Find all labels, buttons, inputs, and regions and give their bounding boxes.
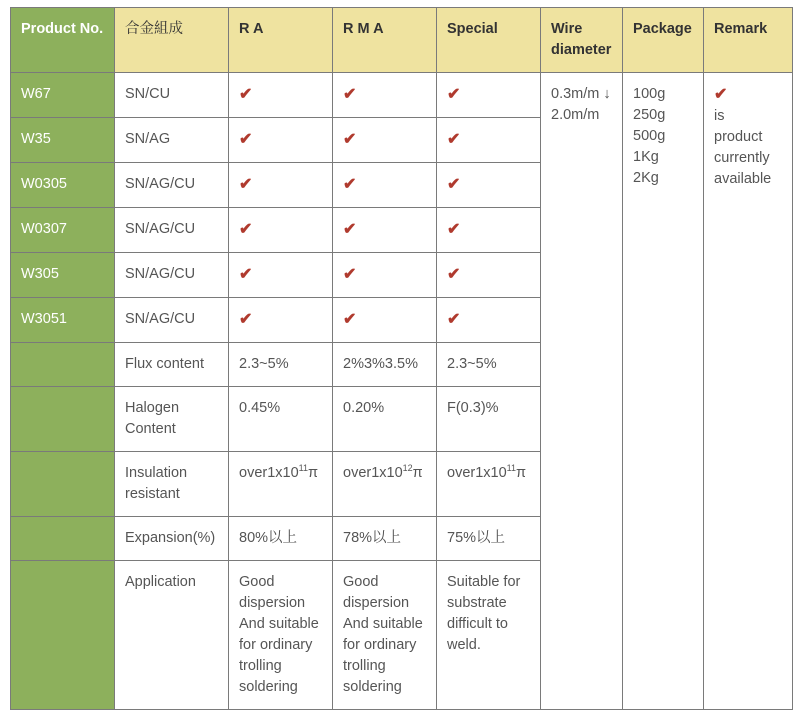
remark-line: product [714, 129, 763, 145]
ra-value: Good dispersion And suitable for ordinary trolling soldering [229, 561, 333, 710]
empty-product-cell [11, 343, 115, 387]
alloy-cell: SN/AG/CU [115, 298, 229, 343]
remark-line: available [714, 171, 772, 187]
remark-line: is [714, 108, 725, 124]
check-icon: ✔ [239, 86, 253, 103]
empty-product-cell [11, 387, 115, 452]
ra-value: 2.3~5% [229, 343, 333, 387]
product-no-cell: W0305 [11, 163, 115, 208]
rma-value: 0.20% [333, 387, 437, 452]
package-line: 250g [633, 107, 666, 123]
check-icon: ✔ [343, 86, 357, 103]
check-icon: ✔ [447, 131, 461, 148]
alloy-cell: SN/AG [115, 118, 229, 163]
property-label: Halogen Content [115, 387, 229, 452]
insulation-base: over1x10 [239, 465, 299, 481]
product-no-cell: W305 [11, 253, 115, 298]
rma-check [333, 118, 437, 163]
ra-value: 80%以上 [229, 517, 333, 561]
special-value: Suitable for substrate difficult to weld. [437, 561, 541, 710]
empty-product-cell [11, 561, 115, 710]
insulation-unit: π [516, 465, 527, 481]
special-check [437, 118, 541, 163]
ra-check [229, 253, 333, 298]
check-icon: ✔ [239, 266, 253, 283]
header-special: Special [437, 8, 541, 73]
product-no-cell: W0307 [11, 208, 115, 253]
check-icon: ✔ [343, 311, 357, 328]
alloy-cell: SN/AG/CU [115, 163, 229, 208]
wire-diameter-line: 2.0m/m [551, 107, 600, 123]
ra-check [229, 298, 333, 343]
insulation-base: over1x10 [447, 465, 507, 481]
remark-line: currently [714, 150, 770, 166]
check-icon: ✔ [239, 176, 253, 193]
check-icon: ✔ [447, 176, 461, 193]
header-product-no: Product No. [11, 8, 115, 73]
alloy-cell: SN/AG/CU [115, 208, 229, 253]
check-icon: ✔ [239, 131, 253, 148]
header-ra: R A [229, 8, 333, 73]
wire-diameter-cell [541, 73, 623, 710]
special-check [437, 73, 541, 118]
check-icon: ✔ [714, 86, 728, 103]
ra-check [229, 163, 333, 208]
special-check [437, 298, 541, 343]
header-row [11, 8, 793, 73]
table-row [11, 73, 793, 118]
insulation-exponent: 11 [298, 463, 308, 474]
special-check [437, 253, 541, 298]
header-remark: Remark [704, 8, 793, 73]
wire-diameter-line: 0.3m/m ↓ [551, 86, 611, 102]
rma-check [333, 298, 437, 343]
package-cell [623, 73, 704, 710]
check-icon: ✔ [343, 221, 357, 238]
check-icon: ✔ [343, 131, 357, 148]
ra-check [229, 73, 333, 118]
ra-check [229, 118, 333, 163]
rma-value: 78%以上 [333, 517, 437, 561]
check-icon: ✔ [239, 221, 253, 238]
rma-check [333, 253, 437, 298]
special-value: 75%以上 [437, 517, 541, 561]
special-check [437, 163, 541, 208]
property-label: Application [115, 561, 229, 710]
alloy-cell: SN/CU [115, 73, 229, 118]
property-label: Insulation resistant [115, 452, 229, 517]
package-line: 1Kg [633, 149, 659, 165]
special-value: 2.3~5% [437, 343, 541, 387]
special-value: F(0.3)% [437, 387, 541, 452]
rma-check [333, 208, 437, 253]
ra-value: 0.45% [229, 387, 333, 452]
ra-check [229, 208, 333, 253]
special-value [437, 452, 541, 517]
package-line: 500g [633, 128, 666, 144]
rma-value: Good dispersion And suitable for ordinary trolling soldering [333, 561, 437, 710]
header-alloy: 合金組成 [115, 8, 229, 73]
rma-value [333, 452, 437, 517]
check-icon: ✔ [447, 311, 461, 328]
check-icon: ✔ [447, 221, 461, 238]
rma-check [333, 163, 437, 208]
header-wire-diameter: Wire diameter [541, 8, 623, 73]
product-spec-table [10, 7, 793, 710]
product-no-cell: W35 [11, 118, 115, 163]
check-icon: ✔ [343, 176, 357, 193]
package-line: 100g [633, 86, 666, 102]
empty-product-cell [11, 517, 115, 561]
rma-check [333, 73, 437, 118]
property-label: Expansion(%) [115, 517, 229, 561]
insulation-unit: π [412, 465, 423, 481]
rma-value: 2%3%3.5% [333, 343, 437, 387]
product-no-cell: W3051 [11, 298, 115, 343]
remark-cell [704, 73, 793, 710]
check-icon: ✔ [447, 86, 461, 103]
property-label: Flux content [115, 343, 229, 387]
insulation-exponent: 12 [402, 463, 413, 474]
ra-value [229, 452, 333, 517]
check-icon: ✔ [447, 266, 461, 283]
check-icon: ✔ [239, 311, 253, 328]
insulation-base: over1x10 [343, 465, 403, 481]
alloy-cell: SN/AG/CU [115, 253, 229, 298]
product-no-cell: W67 [11, 73, 115, 118]
empty-product-cell [11, 452, 115, 517]
package-line: 2Kg [633, 170, 659, 186]
header-rma: R M A [333, 8, 437, 73]
special-check [437, 208, 541, 253]
check-icon: ✔ [343, 266, 357, 283]
insulation-unit: π [308, 465, 319, 481]
insulation-exponent: 11 [506, 463, 516, 474]
header-package: Package [623, 8, 704, 73]
